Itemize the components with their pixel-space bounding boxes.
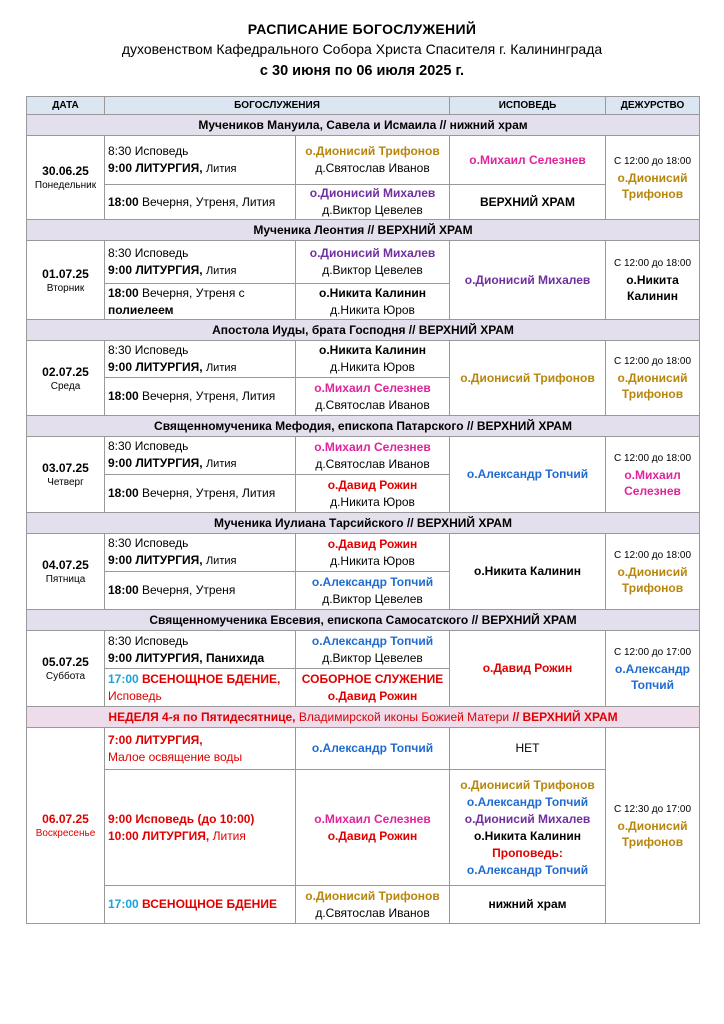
date: 01.07.25: [42, 266, 89, 281]
feast-row: [27, 115, 700, 136]
feast-title-icon: Владимирской иконы Божией Матери: [298, 710, 510, 724]
duty-priest: о.Дионисий Трифонов: [617, 818, 688, 849]
weekday: Четверг: [47, 477, 84, 488]
feast-title: Мучеников Мануила, Савела и Исмаила // нижний храм: [27, 115, 700, 136]
priest-name: о.Давид Рожин: [327, 688, 418, 703]
feast-row: [27, 220, 700, 241]
liturgy-label: ЛИТУРГИЯ,: [135, 650, 203, 665]
feast-row: [27, 513, 700, 534]
confession-time: 8:30 Исповедь: [108, 536, 189, 550]
evening-label: Вечерня, Утреня, Лития: [142, 194, 276, 209]
service-extra: Лития: [205, 458, 237, 470]
liturgy-time: 9:00: [108, 553, 133, 567]
liturgy-time: 9:00: [108, 160, 133, 175]
priest-name: о.Давид Рожин: [327, 536, 418, 551]
confession-time: 9:00 Исповедь (до 10:00): [108, 811, 255, 826]
date-cell: [27, 136, 105, 220]
confession-priest: о.Никита Калинин: [450, 534, 606, 610]
evening-clergy: [296, 185, 450, 220]
evening-time: 17:00: [108, 671, 139, 686]
duty-time: С 12:00 до 18:00: [614, 155, 692, 167]
date-cell: [27, 534, 105, 610]
deacon-name: д.Святослав Иванов: [315, 161, 430, 175]
service-extra: Лития: [205, 361, 237, 374]
evening-service: [105, 475, 296, 513]
feast-title: Священномученика Евсевия, епископа Самосатского // ВЕРХНИЙ ХРАМ: [27, 610, 700, 631]
evening-time: 18:00: [108, 389, 139, 403]
day-row: [27, 631, 700, 669]
evening-label-2: Исповедь: [108, 688, 162, 703]
duty-time: С 12:00 до 17:00: [614, 646, 692, 658]
morning-service: [105, 136, 296, 185]
liturgy-time: 9:00: [108, 359, 133, 374]
evening-service: [105, 284, 296, 320]
confession-time: 8:30 Исповедь: [108, 245, 189, 260]
evening-service: [105, 572, 296, 610]
evening-confession: ВЕРХНИЙ ХРАМ: [450, 185, 606, 220]
duty-priest: о.Александр Топчий: [615, 661, 691, 692]
morning-clergy: [296, 631, 450, 669]
morning-service: [105, 241, 296, 284]
evening-clergy: [296, 669, 450, 707]
priest-name: о.Михаил Селезнев: [314, 439, 431, 454]
evening-clergy: [296, 572, 450, 610]
date-cell: [27, 241, 105, 320]
date-cell: [27, 631, 105, 707]
deacon-name: д.Никита Юров: [330, 494, 415, 509]
evening-label-2: полиелеем: [108, 302, 174, 317]
date: 30.06.25: [42, 164, 89, 178]
duty-cell: [606, 341, 700, 416]
evening-label: Вечерня, Утреня: [142, 583, 236, 597]
date-cell: [27, 728, 105, 924]
evening-label: Вечерня, Утреня с: [142, 285, 245, 300]
evening-time: 18:00: [108, 194, 139, 209]
schedule-table: [26, 96, 700, 924]
deacon-name: д.Виктор Цевелев: [322, 591, 423, 606]
evening-clergy: [296, 284, 450, 320]
date: 05.07.25: [42, 655, 89, 669]
morning-clergy: [296, 341, 450, 378]
day-row-evening: [27, 185, 700, 220]
priest-name: о.Дионисий Михалев: [309, 186, 436, 200]
service-extra: Лития: [205, 264, 237, 277]
liturgy-label: ЛИТУРГИЯ,: [135, 262, 203, 277]
priest-name: о.Михаил Селезнев: [314, 380, 431, 395]
priest-name: о.Давид Рожин: [327, 828, 418, 843]
deacon-name: д.Виктор Цевелев: [322, 203, 423, 217]
col-header-services: БОГОСЛУЖЕНИЯ: [105, 97, 450, 115]
feast-row: [27, 320, 700, 341]
priest-name: о.Никита Калинин: [319, 285, 426, 300]
liturgy-time: 9:00: [108, 456, 133, 470]
morning-service: [105, 728, 296, 770]
evening-clergy: [296, 886, 450, 924]
confession-priest: о.Михаил Селезнев: [450, 136, 606, 185]
morning-service: [105, 534, 296, 572]
liturgy-time: 9:00: [108, 650, 133, 665]
confessor: о.Никита Калинин: [474, 828, 582, 843]
morning-service: [105, 341, 296, 378]
priest-name: о.Давид Рожин: [327, 477, 418, 492]
date: 03.07.25: [42, 461, 89, 475]
sermon-label: Проповедь:: [492, 845, 563, 860]
confession-priest: о.Давид Рожин: [450, 631, 606, 707]
morning-clergy: [296, 534, 450, 572]
confessor: о.Александр Топчий: [466, 794, 589, 809]
liturgy-time: 9:00: [108, 262, 133, 277]
late-liturgy-clergy: [296, 770, 450, 886]
feast-title-temple: // ВЕРХНИЙ ХРАМ: [512, 710, 618, 724]
confession-priest: о.Дионисий Трифонов: [450, 341, 606, 416]
weekday: Понедельник: [34, 180, 97, 191]
day-row-evening: [27, 886, 700, 924]
weekday: Среда: [50, 380, 81, 392]
day-row: [27, 136, 700, 185]
duty-cell: [606, 534, 700, 610]
deacon-name: д.Никита Юров: [330, 360, 415, 374]
evening-time: 18:00: [108, 486, 139, 500]
deacon-name: д.Никита Юров: [330, 302, 415, 317]
priest-name: о.Дионисий Трифонов: [305, 888, 440, 903]
early-liturgy: 7:00 ЛИТУРГИЯ,: [108, 732, 203, 747]
preacher: о.Александр Топчий: [466, 862, 589, 877]
liturgy-label: ЛИТУРГИЯ,: [135, 456, 203, 470]
morning-clergy: [296, 136, 450, 185]
day-row: [27, 241, 700, 284]
evening-service: [105, 378, 296, 416]
day-row: [27, 341, 700, 378]
evening-service: [105, 886, 296, 924]
weekday: Вторник: [46, 282, 85, 294]
evening-clergy: [296, 378, 450, 416]
priest-name: о.Дионисий Михалев: [309, 246, 436, 260]
evening-label: Вечерня, Утреня, Лития: [142, 486, 276, 500]
confessor: о.Дионисий Трифонов: [460, 777, 595, 792]
duty-cell: [606, 136, 700, 220]
duty-priest: о.Михаил Селезнев: [624, 467, 681, 498]
col-header-date: ДАТА: [27, 97, 105, 115]
feast-row-sunday: [27, 707, 700, 728]
evening-service: [105, 185, 296, 220]
service-extra: Лития: [205, 162, 237, 175]
date-range: с 30 июня по 06 июля 2025 г.: [259, 63, 465, 79]
liturgy-label: ЛИТУРГИЯ,: [135, 160, 203, 175]
deacon-name: д.Святослав Иванов: [315, 456, 430, 471]
header-row: [27, 97, 700, 115]
morning-clergy: [296, 241, 450, 284]
feast-title-red: НЕДЕЛЯ 4-я по Пятидесятнице,: [108, 710, 296, 724]
priest-name: о.Александр Топчий: [311, 633, 434, 648]
day-row: [27, 534, 700, 572]
service-extra: Лития: [205, 555, 237, 567]
liturgy-label: ЛИТУРГИЯ,: [135, 359, 203, 374]
confession-priest: о.Александр Топчий: [450, 437, 606, 513]
weekday: Суббота: [45, 671, 86, 682]
service-extra: Панихида: [205, 650, 265, 665]
col-header-duty: ДЕЖУРСТВО: [606, 97, 700, 115]
page-subtitle: духовенством Кафедрального Собора Христа Спасителя г. Калининграда: [121, 41, 603, 57]
confession-time: 8:30 Исповедь: [108, 143, 189, 158]
confession-time: 8:30 Исповедь: [108, 633, 189, 648]
evening-label: ВСЕНОЩНОЕ БДЕНИЕ,: [142, 671, 281, 686]
duty-cell: [606, 437, 700, 513]
evening-time: 18:00: [108, 285, 139, 300]
priest-name: о.Дионисий Трифонов: [305, 144, 440, 158]
deacon-name: д.Никита Юров: [330, 553, 415, 568]
morning-service: [105, 631, 296, 669]
duty-cell: [606, 241, 700, 320]
duty-priest: о.Дионисий Трифонов: [617, 371, 688, 401]
confessor: о.Дионисий Михалев: [464, 811, 591, 826]
weekday: Воскресенье: [35, 828, 96, 839]
date: 02.07.25: [42, 364, 89, 379]
late-service: [105, 770, 296, 886]
evening-confession: нижний храм: [450, 886, 606, 924]
day-row: [27, 728, 700, 770]
water-blessing: Малое освящение воды: [108, 749, 243, 764]
duty-time: С 12:30 до 17:00: [614, 803, 692, 815]
morning-clergy: [296, 437, 450, 475]
feast-title: [27, 707, 700, 728]
feast-title: Священномученика Мефодия, епископа Патарского // ВЕРХНИЙ ХРАМ: [27, 416, 700, 437]
evening-time: 18:00: [108, 583, 139, 597]
duty-priest: о.Дионисий Трифонов: [617, 564, 688, 595]
day-row: [27, 437, 700, 475]
evening-label: ВСЕНОЩНОЕ БДЕНИЕ: [142, 897, 277, 911]
evening-clergy: [296, 475, 450, 513]
duty-time: С 12:00 до 18:00: [614, 258, 692, 269]
priest-name: о.Михаил Селезнев: [314, 811, 431, 826]
feast-title: Мученика Леонтия // ВЕРХНИЙ ХРАМ: [27, 220, 700, 241]
feast-row: [27, 610, 700, 631]
deacon-name: д.Святослав Иванов: [315, 905, 430, 920]
confession-list: [450, 770, 606, 886]
evening-time: 17:00: [108, 897, 139, 911]
evening-label: Вечерня, Утреня, Лития: [142, 389, 276, 403]
date-cell: [27, 341, 105, 416]
duty-time: С 12:00 до 18:00: [614, 356, 692, 367]
liturgy-label: ЛИТУРГИЯ,: [135, 553, 203, 567]
confession-time: 8:30 Исповедь: [108, 342, 189, 357]
weekday: Пятница: [45, 574, 86, 585]
date-cell: [27, 437, 105, 513]
concelebration-label: СОБОРНОЕ СЛУЖЕНИЕ: [301, 671, 444, 686]
feast-row: [27, 416, 700, 437]
service-extra: Лития: [212, 828, 246, 843]
duty-cell: [606, 631, 700, 707]
duty-time: С 12:00 до 18:00: [614, 549, 692, 561]
deacon-name: д.Виктор Цевелев: [322, 650, 423, 665]
duty-priest: о.Дионисий Трифонов: [617, 170, 688, 201]
confession-priest: о.Дионисий Михалев: [450, 241, 606, 320]
deacon-name: д.Виктор Цевелев: [322, 263, 423, 277]
evening-service: [105, 669, 296, 707]
day-row-late: [27, 770, 700, 886]
priest-name: о.Александр Топчий: [311, 574, 434, 589]
col-header-confession: ИСПОВЕДЬ: [450, 97, 606, 115]
duty-priest: о.Никита Калинин: [626, 273, 679, 303]
duty-cell: [606, 728, 700, 924]
early-liturgy-clergy: о.Александр Топчий: [296, 728, 450, 770]
feast-title: Апостола Иуды, брата Господня // ВЕРХНИЙ ХРАМ: [27, 320, 700, 341]
deacon-name: д.Святослав Иванов: [315, 397, 430, 412]
late-liturgy: 10:00 ЛИТУРГИЯ,: [108, 828, 210, 843]
page-title: РАСПИСАНИЕ БОГОСЛУЖЕНИЙ: [247, 21, 477, 37]
early-confession: НЕТ: [450, 728, 606, 770]
priest-name: о.Никита Калинин: [319, 343, 426, 357]
morning-service: [105, 437, 296, 475]
confession-time: 8:30 Исповедь: [108, 439, 189, 453]
date: 04.07.25: [42, 558, 89, 572]
feast-title: Мученика Иулиана Тарсийского // ВЕРХНИЙ ХРАМ: [27, 513, 700, 534]
date: 06.07.25: [42, 812, 89, 826]
duty-time: С 12:00 до 18:00: [614, 452, 692, 464]
